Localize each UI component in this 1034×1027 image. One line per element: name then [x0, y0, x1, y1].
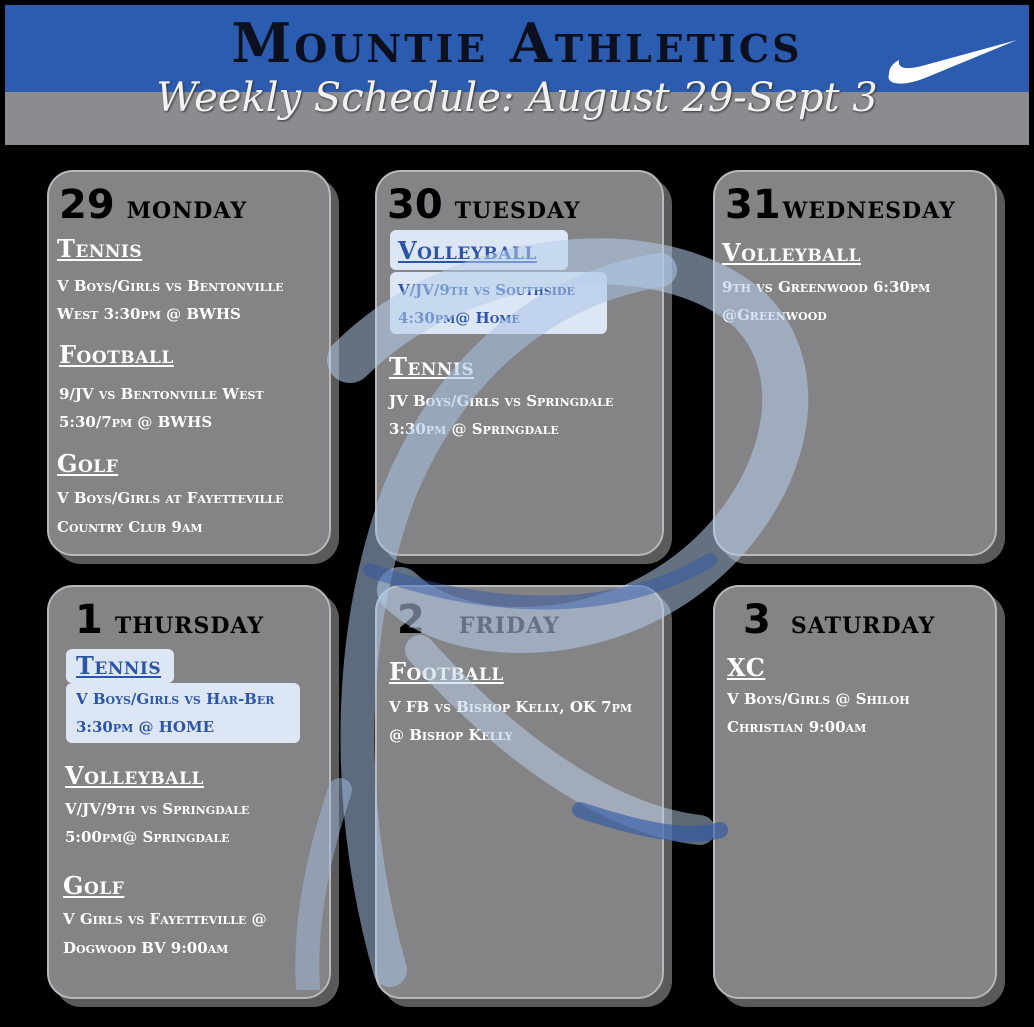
event-detail: 3:30pm @ HOME: [76, 718, 215, 736]
event-detail: V FB vs Bishop Kelly, OK 7pm: [389, 698, 633, 716]
day-name: THURSDAY: [114, 613, 265, 639]
event-detail: @Greenwood: [722, 306, 827, 324]
event-detail: V Boys/Girls at Fayetteville: [57, 489, 284, 507]
event-sport: Football: [389, 657, 504, 686]
event-detail: Country Club 9am: [57, 518, 203, 536]
day-name: FRIDAY: [458, 613, 560, 639]
day-number: 31: [725, 182, 781, 228]
day-number: 29: [59, 182, 115, 228]
event-detail: V Girls vs Fayetteville @: [63, 910, 267, 928]
page-subtitle: Weekly Schedule: August 29-Sept 3: [156, 75, 878, 121]
nike-swoosh-icon: [885, 34, 1020, 86]
event-detail: 4:30pm@ Home: [398, 309, 520, 327]
event-detail: V Boys/Girls vs Bentonville: [57, 277, 284, 295]
event-sport: Tennis: [76, 651, 162, 680]
event-sport: Golf: [57, 449, 119, 478]
page-title: Mountie Athletics: [231, 11, 803, 75]
event-detail: V Boys/Girls vs Har-Ber: [76, 690, 275, 708]
event-detail: 5:30/7pm @ BWHS: [59, 413, 213, 431]
event-sport: Volleyball: [722, 238, 861, 267]
event-detail: 9th vs Greenwood 6:30pm: [722, 278, 931, 296]
day-number: 1: [75, 597, 103, 643]
event-detail: West 3:30pm @ BWHS: [57, 305, 241, 323]
day-name: SATURDAY: [790, 613, 936, 639]
event-detail: @ Bishop Kelly: [389, 726, 513, 744]
event-detail: V/JV/9th vs Springdale: [65, 800, 250, 818]
event-sport: Football: [59, 340, 174, 369]
day-number: 2: [397, 597, 425, 643]
event-detail: V Boys/Girls @ Shiloh: [727, 690, 910, 708]
day-number: 3: [743, 597, 771, 643]
event-sport: Tennis: [389, 352, 475, 381]
day-number: 30: [387, 182, 443, 228]
event-sport: Volleyball: [65, 761, 204, 790]
event-detail: Christian 9:00am: [727, 718, 867, 736]
day-name: TUESDAY: [454, 198, 581, 224]
event-sport: Golf: [63, 871, 125, 900]
event-sport: XC: [727, 653, 766, 682]
event-detail: V/JV/9th vs Southside: [398, 281, 575, 299]
event-detail: JV Boys/Girls vs Springdale: [389, 392, 614, 410]
event-sport: Tennis: [57, 234, 143, 263]
event-detail: 5:00pm@ Springdale: [65, 828, 230, 846]
event-sport: Volleyball: [398, 236, 537, 265]
event-detail: 3:30pm @ Springdale: [389, 420, 559, 438]
event-detail: Dogwood BV 9:00am: [63, 939, 229, 957]
event-detail: 9/JV vs Bentonville West: [59, 385, 264, 403]
day-name: WEDNESDAY: [782, 198, 956, 224]
mountie-p-logo-icon: [280, 230, 820, 990]
day-name: MONDAY: [126, 198, 248, 224]
